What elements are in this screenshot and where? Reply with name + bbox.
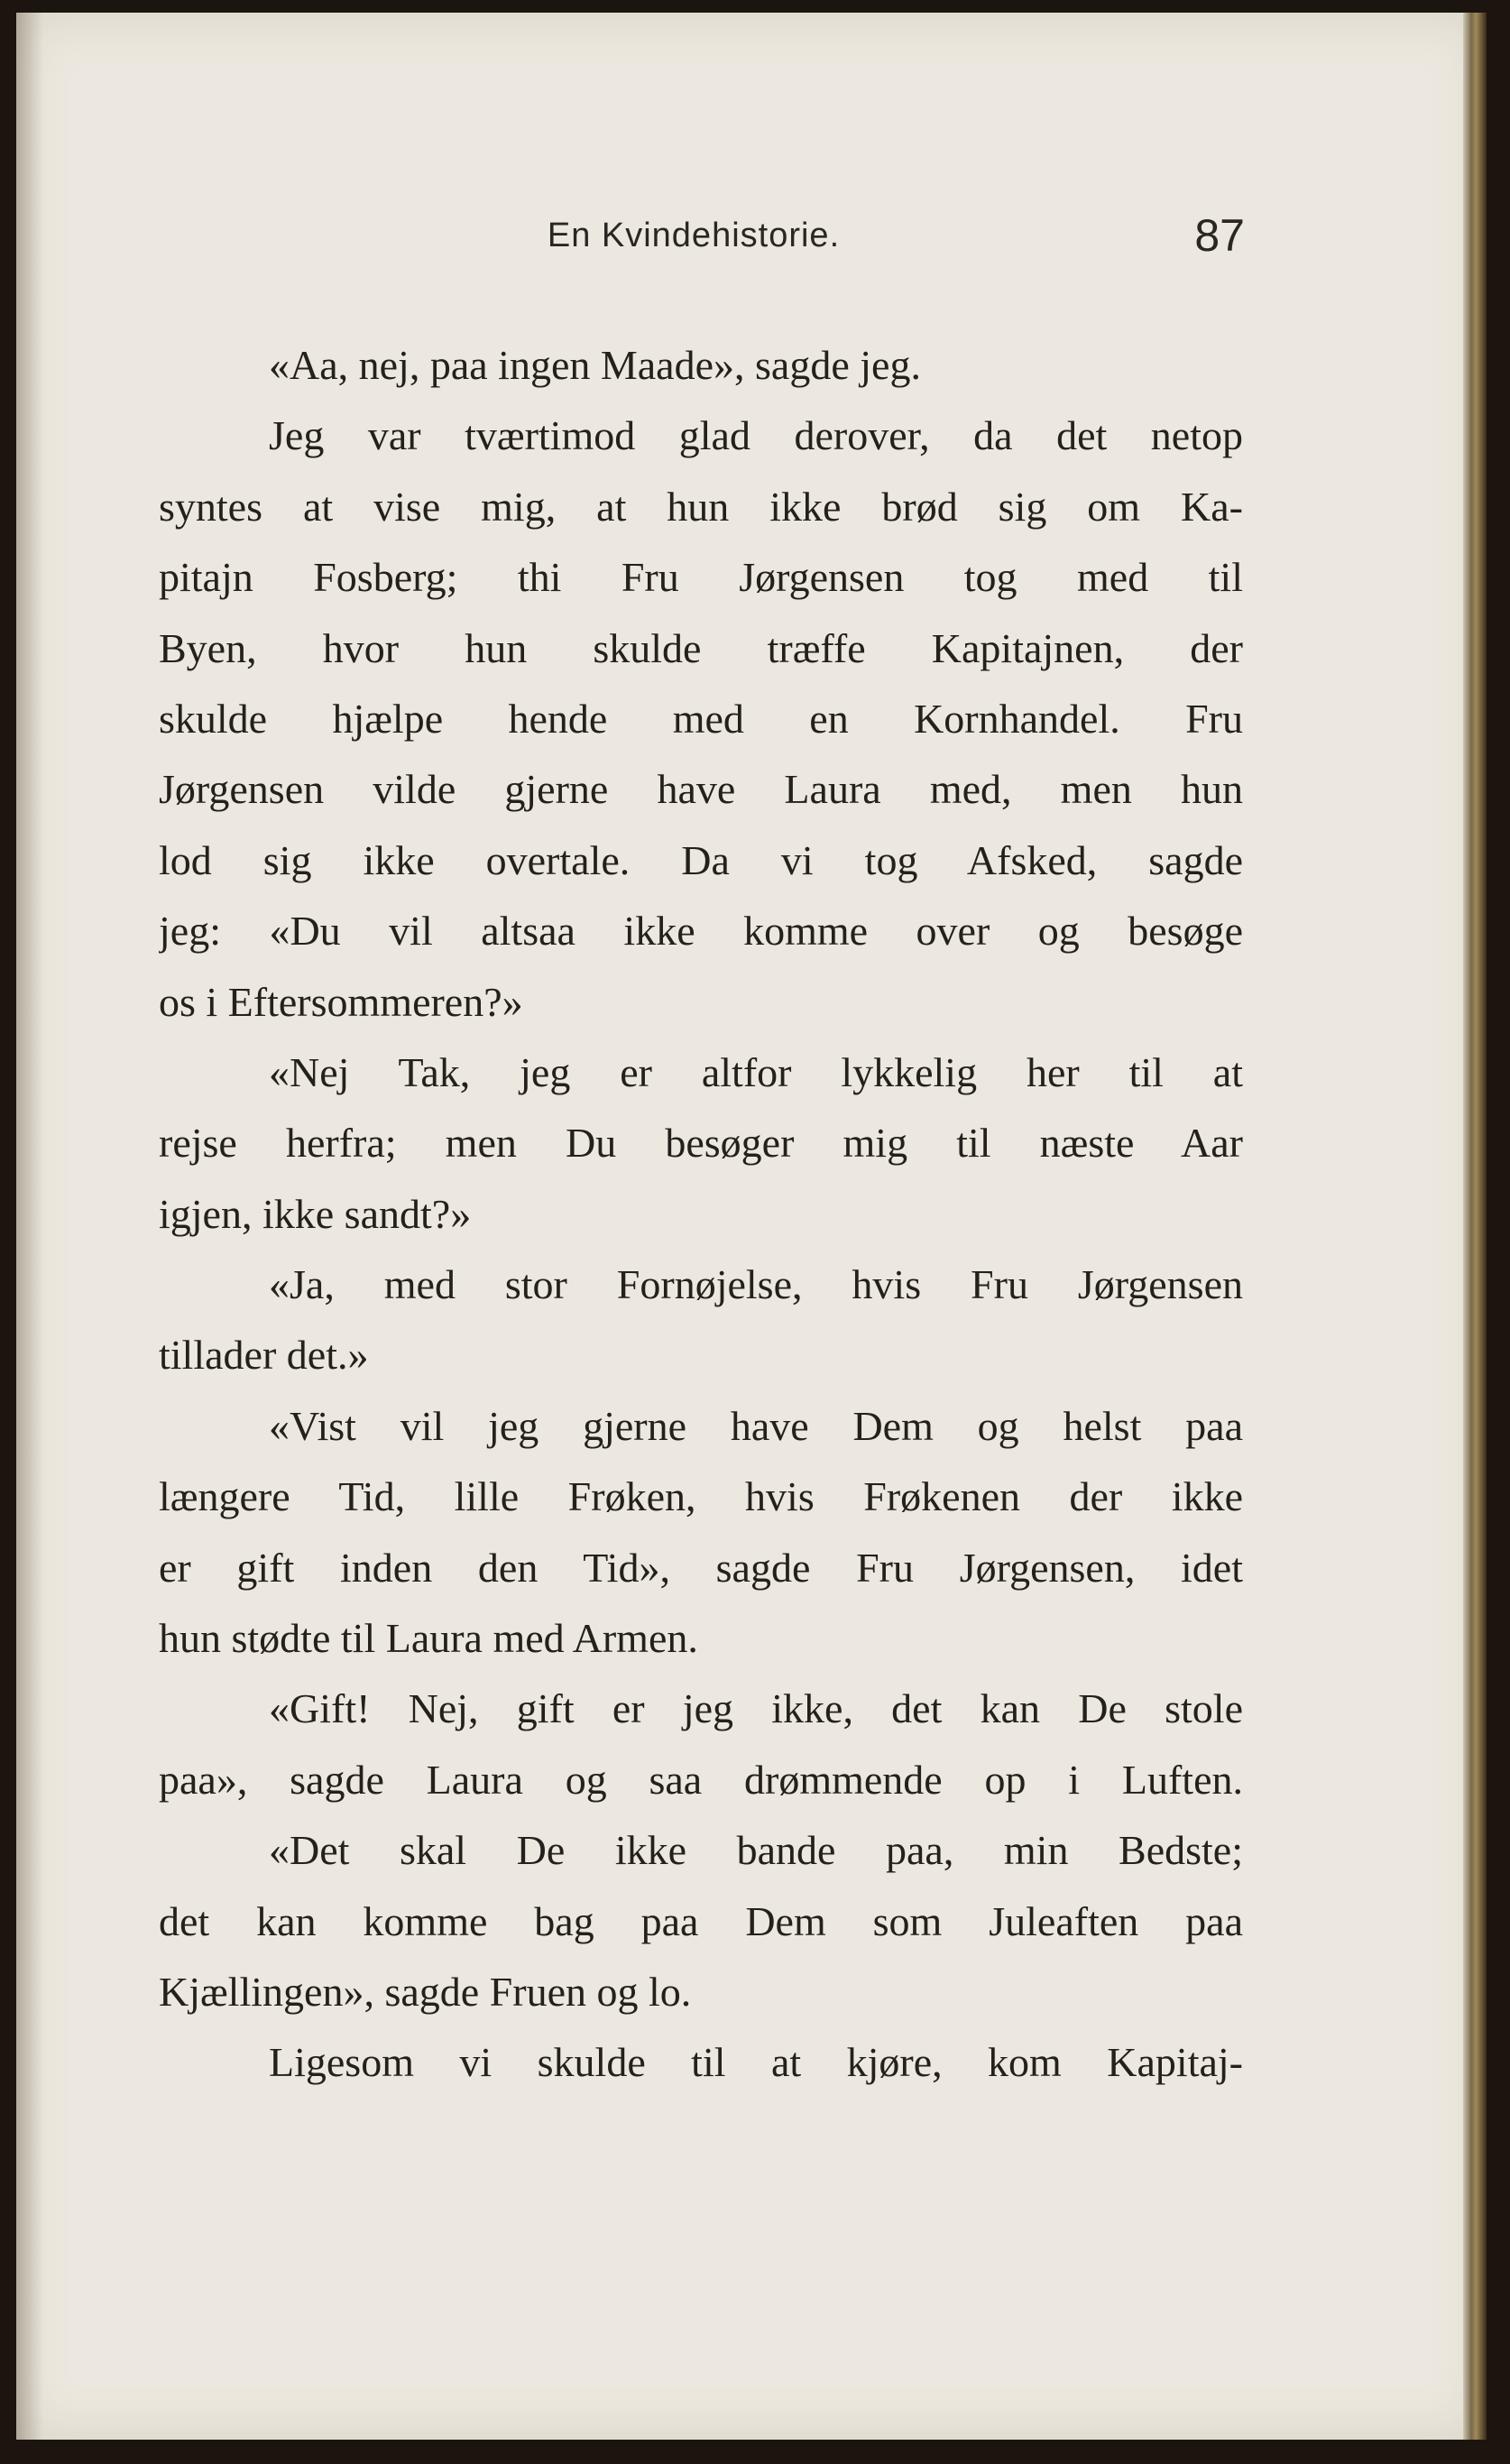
text-line: «Aa, nej, paa ingen Maade», sagde jeg. [269, 342, 921, 388]
text-line: «Nej Tak, jeg er altfor lykkelig her til at [269, 1048, 1243, 1095]
text-line: Byen, hvor hun skulde træffe Kapitajnen, der [159, 624, 1243, 671]
text-line: Jeg var tværtimod glad derover, da det netop [269, 412, 1243, 459]
text-line: «Ja, med stor Fornøjelse, hvis Fru Jørgensen [269, 1261, 1243, 1308]
text-line: Ligesom vi skulde til at kjøre, kom Kapitaj- [269, 2039, 1243, 2086]
text-line: tillader det.» [159, 1332, 369, 1379]
text-line: igjen, ikke sandt?» [159, 1190, 472, 1237]
text-line: os i Eftersommeren?» [159, 978, 523, 1025]
text-line: «Gift! Nej, gift er jeg ikke, det kan De stole [269, 1685, 1243, 1732]
text-line: syntes at vise mig, at hun ikke brød sig om Ka- [159, 483, 1243, 530]
page-header [143, 204, 1245, 267]
text-line: jeg: «Du vil altsaa ikke komme over og besøge [159, 908, 1243, 955]
text-line: længere Tid, lille Frøken, hvis Frøkenen der ikke [159, 1473, 1243, 1520]
text-line: rejse herfra; men Du besøger mig til næste Aar [159, 1120, 1243, 1167]
text-line: Kjællingen», sagde Fruen og lo. [159, 1968, 692, 2015]
text-line: Jørgensen vilde gjerne have Laura med, men hun [159, 766, 1243, 813]
text-line: paa», sagde Laura og saa drømmende op i Luften. [159, 1756, 1243, 1803]
text-line: «Det skal De ikke bande paa, min Bedste; [269, 1827, 1243, 1874]
book-page [16, 13, 1487, 2440]
running-title: En Kvindehistorie. [547, 217, 841, 254]
page-edge [1463, 13, 1487, 2440]
body-text [159, 330, 1243, 2099]
text-line: lod sig ikke overtale. Da vi tog Afsked, sagde [159, 836, 1243, 883]
text-line: skulde hjælpe hende med en Kornhandel. Fru [159, 695, 1243, 742]
text-line: pitajn Fosberg; thi Fru Jørgensen tog med til [159, 554, 1243, 601]
page-number: 87 [1194, 210, 1245, 261]
page-gutter-shadow [16, 13, 43, 2440]
text-line: det kan komme bag paa Dem som Juleaften paa [159, 1897, 1243, 1944]
text-line: «Vist vil jeg gjerne have Dem og helst paa [269, 1402, 1243, 1449]
text-line: hun stødte til Laura med Armen. [159, 1615, 698, 1662]
text-line: er gift inden den Tid», sagde Fru Jørgensen, idet [159, 1544, 1243, 1591]
